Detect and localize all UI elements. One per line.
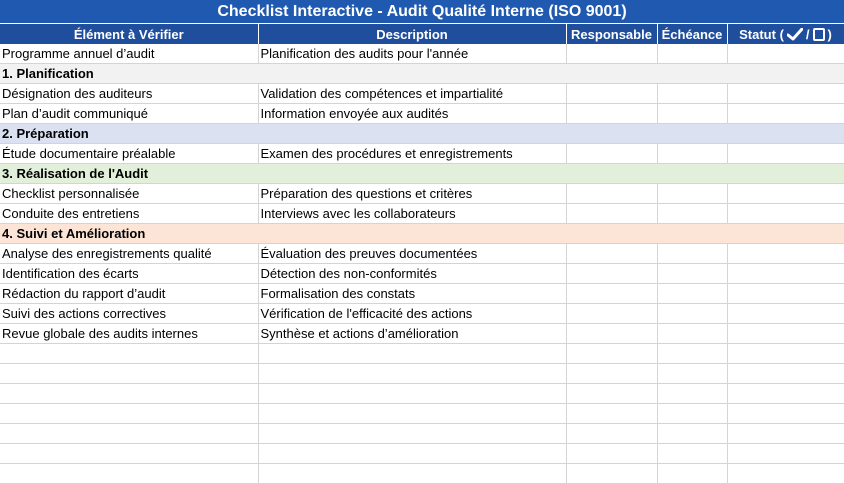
responsable-cell[interactable] bbox=[566, 464, 657, 484]
responsable-cell[interactable] bbox=[566, 324, 657, 344]
empty-checkbox-icon bbox=[813, 28, 825, 41]
element-cell[interactable]: Désignation des auditeurs bbox=[0, 84, 258, 104]
element-cell[interactable] bbox=[0, 444, 258, 464]
element-cell[interactable] bbox=[0, 384, 258, 404]
description-cell[interactable] bbox=[258, 384, 566, 404]
header-description[interactable]: Description bbox=[258, 24, 566, 44]
statut-cell[interactable] bbox=[727, 44, 844, 64]
table-row bbox=[0, 324, 844, 344]
responsable-cell[interactable] bbox=[566, 144, 657, 164]
statut-cell[interactable] bbox=[727, 84, 844, 104]
section-row bbox=[0, 64, 844, 84]
statut-suffix: ) bbox=[827, 26, 832, 42]
description-cell[interactable]: Planification des audits pour l'année bbox=[258, 44, 566, 64]
element-cell[interactable]: Suivi des actions correctives bbox=[0, 304, 258, 324]
echeance-cell[interactable] bbox=[657, 384, 727, 404]
echeance-cell[interactable] bbox=[657, 204, 727, 224]
element-cell[interactable]: Revue globale des audits internes bbox=[0, 324, 258, 344]
element-cell[interactable]: Plan d’audit communiqué bbox=[0, 104, 258, 124]
echeance-cell[interactable] bbox=[657, 444, 727, 464]
description-cell[interactable]: Préparation des questions et critères bbox=[258, 184, 566, 204]
statut-cell[interactable] bbox=[727, 364, 844, 384]
echeance-cell[interactable] bbox=[657, 324, 727, 344]
element-cell[interactable]: Checklist personnalisée bbox=[0, 184, 258, 204]
description-cell[interactable]: Validation des compétences et impartialité bbox=[258, 84, 566, 104]
section-title[interactable]: 4. Suivi et Amélioration bbox=[0, 224, 844, 244]
echeance-cell[interactable] bbox=[657, 264, 727, 284]
sheet-title: Checklist Interactive - Audit Qualité Interne (ISO 9001) bbox=[0, 0, 844, 24]
statut-cell[interactable] bbox=[727, 144, 844, 164]
table-row bbox=[0, 84, 844, 104]
table-row bbox=[0, 104, 844, 124]
description-cell[interactable]: Évaluation des preuves documentées bbox=[258, 244, 566, 264]
responsable-cell[interactable] bbox=[566, 44, 657, 64]
header-echeance[interactable]: Échéance bbox=[657, 24, 727, 44]
empty-row bbox=[0, 384, 844, 404]
statut-cell[interactable] bbox=[727, 444, 844, 464]
statut-cell[interactable] bbox=[727, 204, 844, 224]
echeance-cell[interactable] bbox=[657, 104, 727, 124]
description-cell[interactable]: Détection des non-conformités bbox=[258, 264, 566, 284]
element-cell[interactable]: Programme annuel d’audit bbox=[0, 44, 258, 64]
responsable-cell[interactable] bbox=[566, 184, 657, 204]
checkmark-icon bbox=[787, 28, 803, 41]
section-row bbox=[0, 124, 844, 144]
section-row bbox=[0, 224, 844, 244]
echeance-cell[interactable] bbox=[657, 84, 727, 104]
table-row bbox=[0, 44, 844, 64]
table-row bbox=[0, 244, 844, 264]
description-cell[interactable]: Interviews avec les collaborateurs bbox=[258, 204, 566, 224]
responsable-cell[interactable] bbox=[566, 84, 657, 104]
echeance-cell[interactable] bbox=[657, 464, 727, 484]
statut-cell[interactable] bbox=[727, 284, 844, 304]
description-cell[interactable] bbox=[258, 364, 566, 384]
statut-cell[interactable] bbox=[727, 424, 844, 444]
responsable-cell[interactable] bbox=[566, 304, 657, 324]
element-cell[interactable] bbox=[0, 364, 258, 384]
echeance-cell[interactable] bbox=[657, 364, 727, 384]
table-row bbox=[0, 264, 844, 284]
responsable-cell[interactable] bbox=[566, 344, 657, 364]
element-cell[interactable] bbox=[0, 344, 258, 364]
header-responsable[interactable]: Responsable bbox=[566, 24, 657, 44]
empty-row bbox=[0, 464, 844, 484]
description-cell[interactable] bbox=[258, 344, 566, 364]
table-row bbox=[0, 144, 844, 164]
statut-cell[interactable] bbox=[727, 304, 844, 324]
echeance-cell[interactable] bbox=[657, 304, 727, 324]
header-statut[interactable] bbox=[727, 24, 844, 44]
table-row bbox=[0, 304, 844, 324]
empty-row bbox=[0, 364, 844, 384]
echeance-cell[interactable] bbox=[657, 284, 727, 304]
statut-prefix: Statut ( bbox=[739, 26, 784, 42]
description-cell[interactable]: Synthèse et actions d’amélioration bbox=[258, 324, 566, 344]
responsable-cell[interactable] bbox=[566, 244, 657, 264]
description-cell[interactable] bbox=[258, 424, 566, 444]
description-cell[interactable] bbox=[258, 404, 566, 424]
table-row bbox=[0, 184, 844, 204]
statut-cell[interactable] bbox=[727, 404, 844, 424]
echeance-cell[interactable] bbox=[657, 44, 727, 64]
section-row bbox=[0, 164, 844, 184]
responsable-cell[interactable] bbox=[566, 364, 657, 384]
responsable-cell[interactable] bbox=[566, 384, 657, 404]
statut-cell[interactable] bbox=[727, 184, 844, 204]
description-cell[interactable] bbox=[258, 444, 566, 464]
element-cell[interactable]: Conduite des entretiens bbox=[0, 204, 258, 224]
statut-cell[interactable] bbox=[727, 264, 844, 284]
table-row bbox=[0, 284, 844, 304]
empty-row bbox=[0, 344, 844, 364]
element-cell[interactable]: Rédaction du rapport d’audit bbox=[0, 284, 258, 304]
responsable-cell[interactable] bbox=[566, 404, 657, 424]
echeance-cell[interactable] bbox=[657, 244, 727, 264]
empty-row bbox=[0, 404, 844, 424]
echeance-cell[interactable] bbox=[657, 424, 727, 444]
statut-cell[interactable] bbox=[727, 244, 844, 264]
element-cell[interactable]: Étude documentaire préalable bbox=[0, 144, 258, 164]
header-element[interactable]: Élément à Vérifier bbox=[0, 24, 258, 44]
element-cell[interactable] bbox=[0, 464, 258, 484]
echeance-cell[interactable] bbox=[657, 144, 727, 164]
empty-row bbox=[0, 424, 844, 444]
statut-separator: / bbox=[805, 26, 810, 42]
statut-cell[interactable] bbox=[727, 324, 844, 344]
responsable-cell[interactable] bbox=[566, 264, 657, 284]
statut-cell[interactable] bbox=[727, 464, 844, 484]
element-cell[interactable]: Identification des écarts bbox=[0, 264, 258, 284]
element-cell[interactable] bbox=[0, 424, 258, 444]
echeance-cell[interactable] bbox=[657, 344, 727, 364]
description-cell[interactable] bbox=[258, 464, 566, 484]
statut-cell[interactable] bbox=[727, 384, 844, 404]
header-row bbox=[0, 24, 844, 44]
responsable-cell[interactable] bbox=[566, 284, 657, 304]
description-cell[interactable]: Vérification de l'efficacité des actions bbox=[258, 304, 566, 324]
description-cell[interactable]: Formalisation des constats bbox=[258, 284, 566, 304]
responsable-cell[interactable] bbox=[566, 104, 657, 124]
section-title[interactable]: 3. Réalisation de l'Audit bbox=[0, 164, 844, 184]
statut-cell[interactable] bbox=[727, 344, 844, 364]
element-cell[interactable] bbox=[0, 404, 258, 424]
checklist-table bbox=[0, 24, 844, 484]
echeance-cell[interactable] bbox=[657, 404, 727, 424]
empty-row bbox=[0, 444, 844, 464]
section-title[interactable]: 1. Planification bbox=[0, 64, 844, 84]
table-row bbox=[0, 204, 844, 224]
responsable-cell[interactable] bbox=[566, 444, 657, 464]
responsable-cell[interactable] bbox=[566, 204, 657, 224]
responsable-cell[interactable] bbox=[566, 424, 657, 444]
section-title[interactable]: 2. Préparation bbox=[0, 124, 844, 144]
description-cell[interactable]: Information envoyée aux audités bbox=[258, 104, 566, 124]
echeance-cell[interactable] bbox=[657, 184, 727, 204]
statut-cell[interactable] bbox=[727, 104, 844, 124]
description-cell[interactable]: Examen des procédures et enregistrements bbox=[258, 144, 566, 164]
element-cell[interactable]: Analyse des enregistrements qualité bbox=[0, 244, 258, 264]
